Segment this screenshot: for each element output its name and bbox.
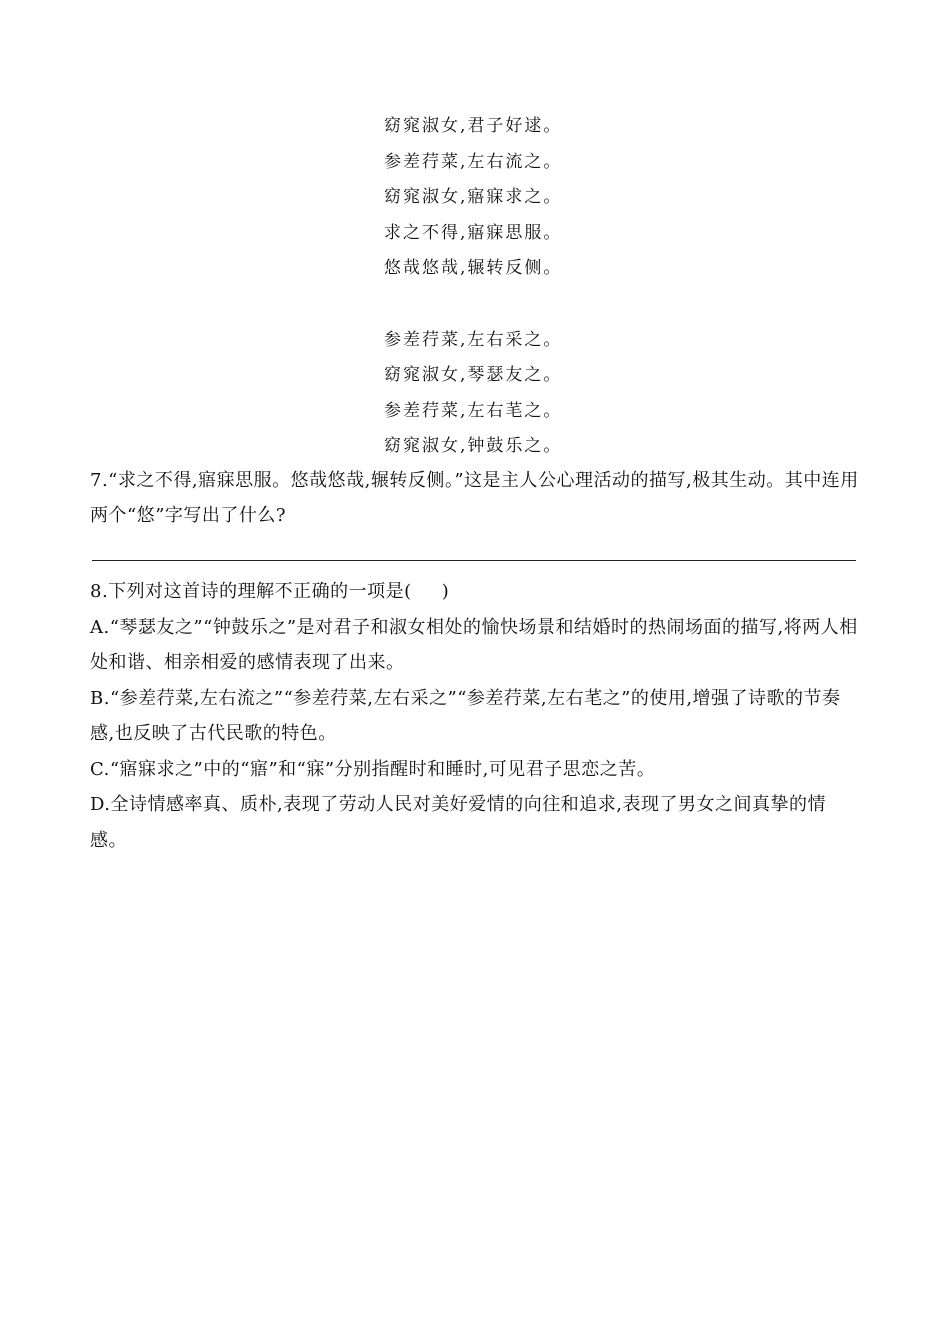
poem-stanza (384, 109, 562, 287)
poem-line: 窈窕淑女,君子好逑。 (384, 116, 563, 136)
option-b: B.“参差荇菜,左右流之”“参差荇菜,左右采之”“参差荇菜,左右芼之”的使用,增强了诗歌的节奏感,也反映了古代民歌的特色。 (90, 687, 841, 744)
poem-line: 窈窕淑女,钟鼓乐之。 (384, 436, 563, 456)
poem-line: 参差荇菜,左右芼之。 (384, 400, 563, 421)
option-d: D.全诗情感率真、质朴,表现了劳动人民对美好爱情的向往和追求,表现了男女之间真挚的情感。 (90, 794, 826, 851)
question-8 (90, 574, 860, 858)
question-7 (90, 463, 860, 533)
question-8-stem-text: 8.下列对这首诗的理解不正确的一项是( (90, 581, 412, 602)
poem-line: 悠哉悠哉,辗转反侧。 (384, 258, 563, 278)
poem-line: 参差荇菜,左右流之。 (384, 151, 563, 172)
poem (384, 109, 562, 465)
option-c: C.“寤寐求之”中的“寤”和“寐”分别指醒时和睡时,可见君子思恋之苦。 (90, 758, 656, 780)
poem-line: 窈窕淑女,寤寐求之。 (384, 187, 563, 207)
option-a: A.“琴瑟友之”“钟鼓乐之”是对君子和淑女相处的愉快场景和结婚时的热闹场面的描写,将两人相处和谐、相亲相爱的感情表现了出来。 (90, 616, 858, 673)
poem-stanza (384, 323, 562, 465)
answer-line[interactable] (92, 560, 856, 561)
question-8-stem-close: ) (441, 581, 450, 602)
question-7-text: 7.“求之不得,寤寐思服。悠哉悠哉,辗转反侧。”这是主人公心理活动的描写,极其生动。其中连用两个“悠”字写出了什么? (90, 470, 859, 526)
poem-line: 求之不得,寤寐思服。 (384, 222, 563, 243)
poem-line: 窈窕淑女,琴瑟友之。 (384, 365, 563, 385)
poem-line: 参差荇菜,左右采之。 (384, 329, 563, 350)
question-8-stem (90, 574, 860, 610)
